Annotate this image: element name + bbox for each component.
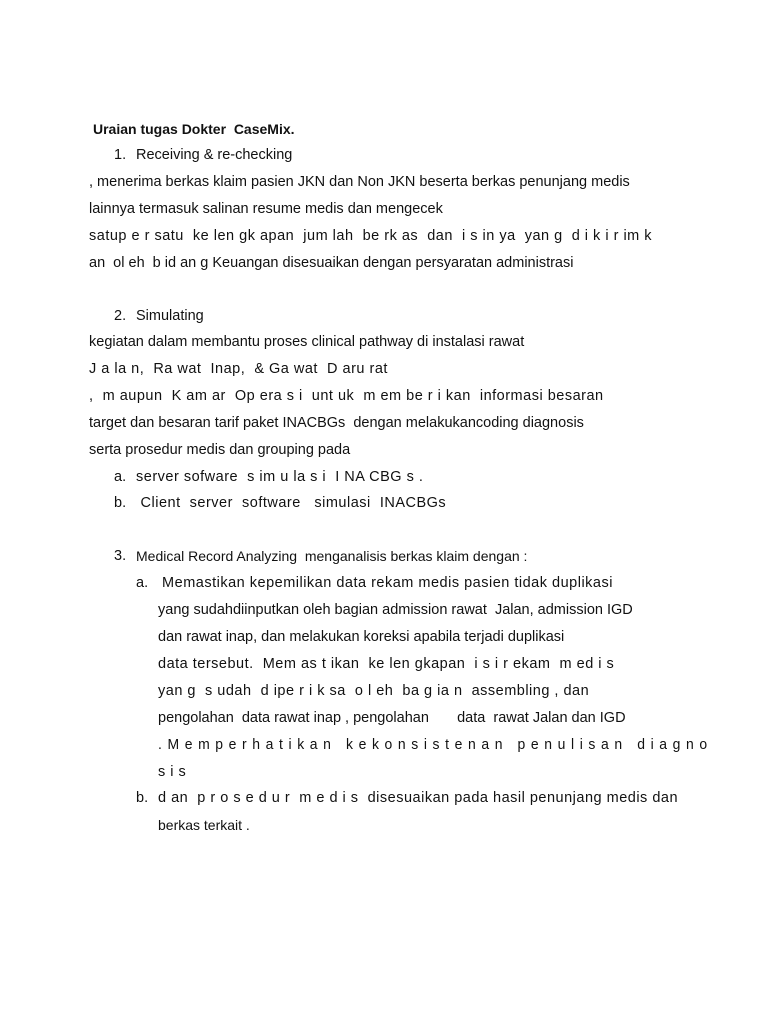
section-2-item-a-text: server sofware s im u la s i I NA CBG s . xyxy=(136,469,424,485)
section-3-item-a-line: . M e m p e r h a t i k a n k e k o n s i s t e n a n p e n u l i s a n d i a g n o xyxy=(158,737,709,753)
section-1-heading: Receiving & re-checking xyxy=(136,147,293,163)
section-2-line: J a la n, Ra wat Inap, & Ga wat D aru rat xyxy=(89,361,388,377)
section-3-item-b-marker: b. xyxy=(136,790,149,806)
section-2-line: serta prosedur medis dan grouping pada xyxy=(89,442,351,458)
section-2-number: 2. xyxy=(114,308,127,324)
section-2-heading: Simulating xyxy=(136,308,204,324)
section-3-heading: Medical Record Analyzing menganalisis berkas klaim dengan : xyxy=(136,548,528,564)
section-2-item-b-text: Client server software simulasi INACBGs xyxy=(136,495,447,511)
section-2-item-a-marker: a. xyxy=(114,469,127,485)
section-3-item-b-line: berkas terkait . xyxy=(158,817,250,833)
section-3-item-a-line: yan g s udah d ipe r i k sa o l eh ba g ia n assembling , dan xyxy=(158,683,590,699)
section-1-line: satup e r satu ke len gk apan jum lah be rk as dan i s in ya yan g d i k i r im k xyxy=(89,228,653,244)
section-3-item-a-line: yang sudahdiinputkan oleh bagian admission rawat Jalan, admission IGD xyxy=(158,602,633,618)
section-3-item-a-line: data tersebut. Mem as t ikan ke len gkapan i s i r ekam m ed i s xyxy=(158,656,615,672)
section-2-line: , m aupun K am ar Op era s i unt uk m em be r i kan informasi besaran xyxy=(89,388,604,404)
section-3-number: 3. xyxy=(114,548,127,564)
section-2-line: kegiatan dalam membantu proses clinical pathway di instalasi rawat xyxy=(89,334,525,350)
section-1-number: 1. xyxy=(114,147,127,163)
section-1-line: an ol eh b id an g Keuangan disesuaikan dengan persyaratan administrasi xyxy=(89,255,574,271)
section-3-item-a-line: Memastikan kepemilikan data rekam medis pasien tidak duplikasi xyxy=(153,575,613,591)
section-3-item-b-line: d an p r o s e d u r m e d i s disesuaikan pada hasil penunjang medis dan xyxy=(158,790,679,806)
section-1-line: lainnya termasuk salinan resume medis dan mengecek xyxy=(89,201,443,217)
section-1-line: , menerima berkas klaim pasien JKN dan Non JKN beserta berkas penunjang medis xyxy=(89,174,630,190)
section-3-item-a-line: s i s xyxy=(158,764,187,780)
section-2-line: target dan besaran tarif paket INACBGs dengan melakukancoding diagnosis xyxy=(89,415,584,431)
section-3-item-a-line: dan rawat inap, dan melakukan koreksi apabila terjadi duplikasi xyxy=(158,629,565,645)
document-title: Uraian tugas Dokter CaseMix. xyxy=(93,121,295,137)
section-3-item-a-marker: a. xyxy=(136,575,149,591)
section-3-item-a-line: pengolahan data rawat inap , pengolahan data rawat Jalan dan IGD xyxy=(158,710,626,726)
section-2-item-b-marker: b. xyxy=(114,495,127,511)
